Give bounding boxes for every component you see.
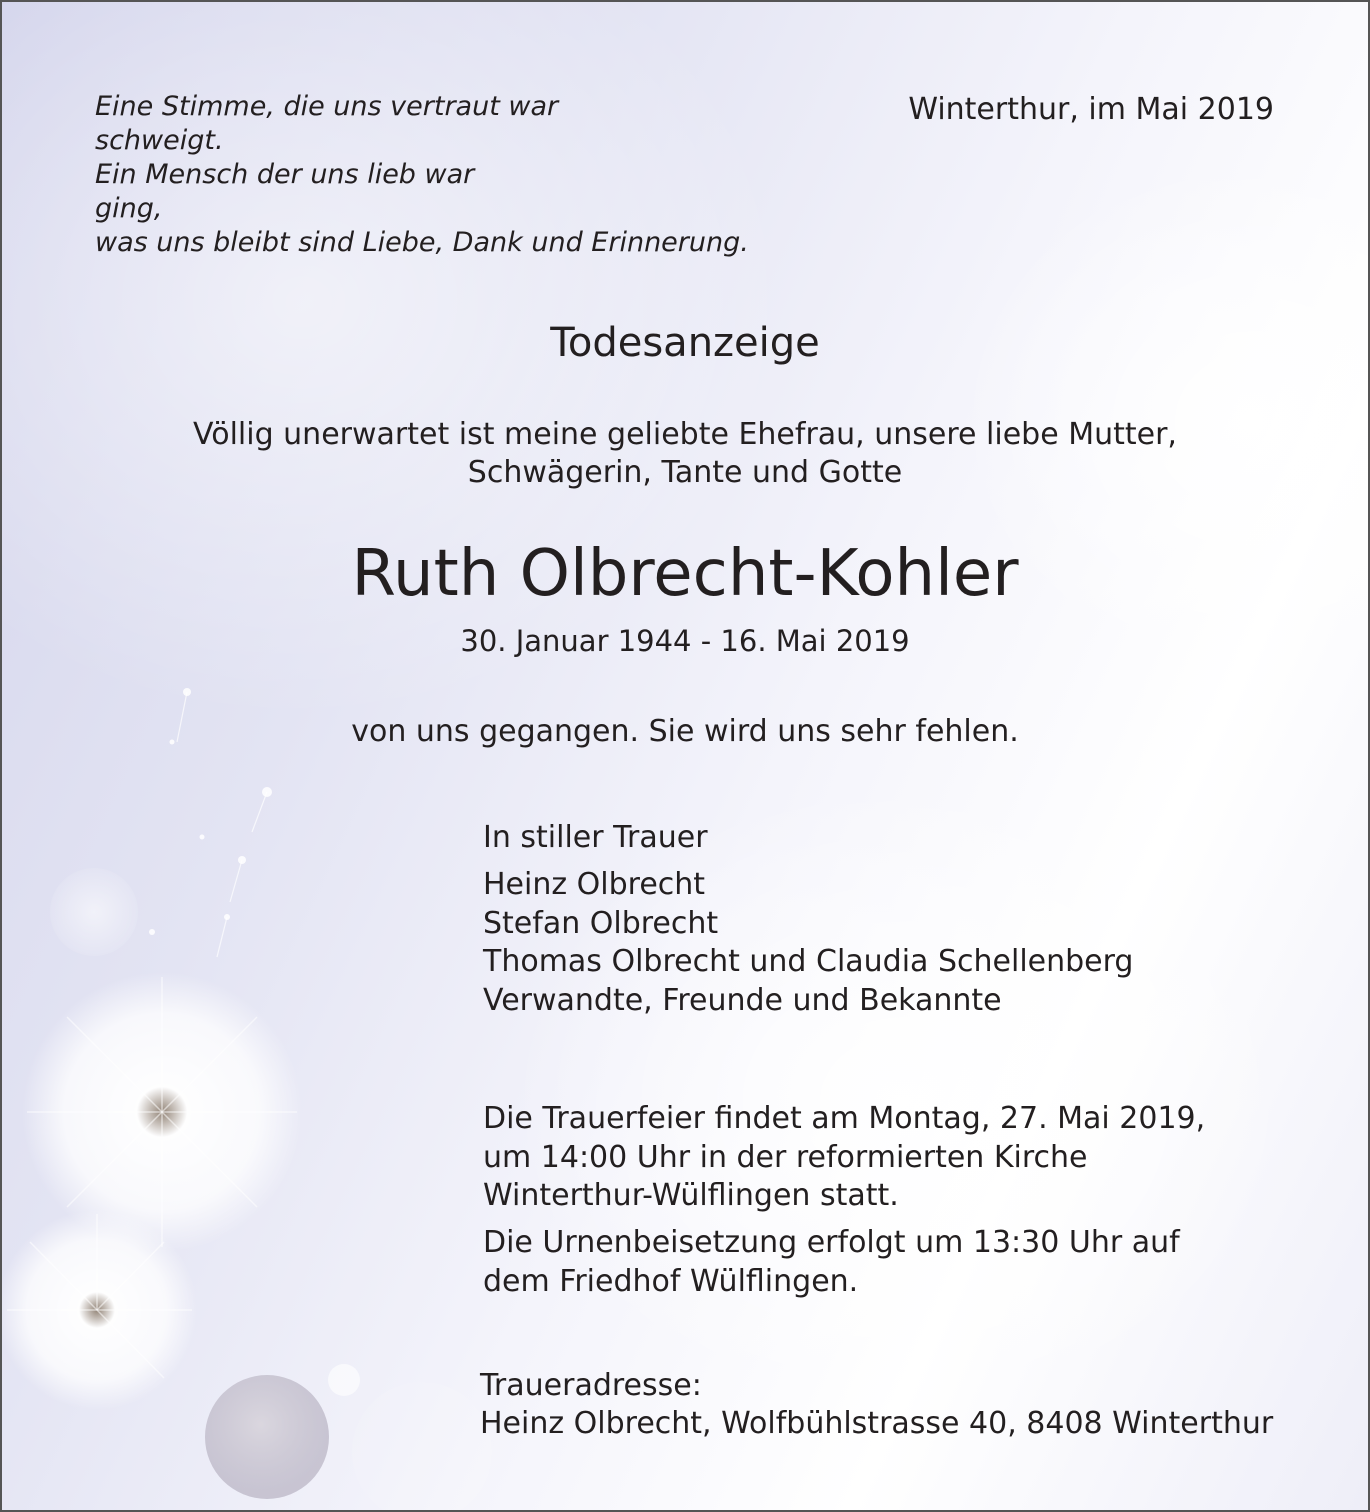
poem-line: schweigt. (95, 125, 224, 156)
service-line: um 14:00 Uhr in der reformierten Kirche (483, 1139, 1088, 1175)
life-dates: 30. Januar 1944 - 16. Mai 2019 (460, 624, 910, 658)
poem-line: ging, (95, 193, 163, 224)
page-title: Todesanzeige (550, 320, 820, 366)
service-line: Winterthur-Wülflingen statt. (483, 1178, 899, 1213)
urn-burial-info (483, 1224, 1180, 1301)
urn-line: Die Urnenbeisetzung erfolgt um 13:30 Uhr auf (483, 1225, 1180, 1260)
closing-text: von uns gegangen. Sie wird uns sehr fehlen. (351, 714, 1019, 749)
mourner-name: Heinz Olbrecht (483, 867, 706, 902)
mourner-name: Thomas Olbrecht und Claudia Schellenberg (483, 944, 1134, 979)
address-value: Heinz Olbrecht, Wolfbühlstrasse 40, 8408 Winterthur (480, 1406, 1274, 1441)
poem-line: was uns bleibt sind Liebe, Dank und Erinnerung. (95, 227, 749, 258)
mourners-list (483, 866, 1133, 1020)
mourning-label: In stiller Trauer (483, 820, 708, 855)
intro-text (2, 416, 1368, 492)
mourner-name: Stefan Olbrecht (483, 905, 719, 941)
address-label: Traueradresse: (480, 1368, 702, 1403)
intro-line: Schwägerin, Tante und Gotte (467, 455, 903, 490)
deceased-name: Ruth Olbrecht-Kohler (351, 537, 1019, 611)
poem-line: Eine Stimme, die uns vertraut war (95, 91, 559, 122)
place-date: Winterthur, im Mai 2019 (908, 92, 1274, 127)
intro-line: Völlig unerwartet ist meine geliebte Ehefrau, unsere liebe Mutter, (193, 417, 1177, 452)
service-line: Die Trauerfeier findet am Montag, 27. Mai 2019, (483, 1101, 1206, 1136)
poem (95, 90, 749, 260)
mourner-name: Verwandte, Freunde und Bekannte (483, 982, 1002, 1018)
poem-line: Ein Mensch der uns lieb war (95, 159, 475, 190)
funeral-service-info (483, 1100, 1205, 1216)
urn-line: dem Friedhof Wülflingen. (483, 1263, 859, 1299)
